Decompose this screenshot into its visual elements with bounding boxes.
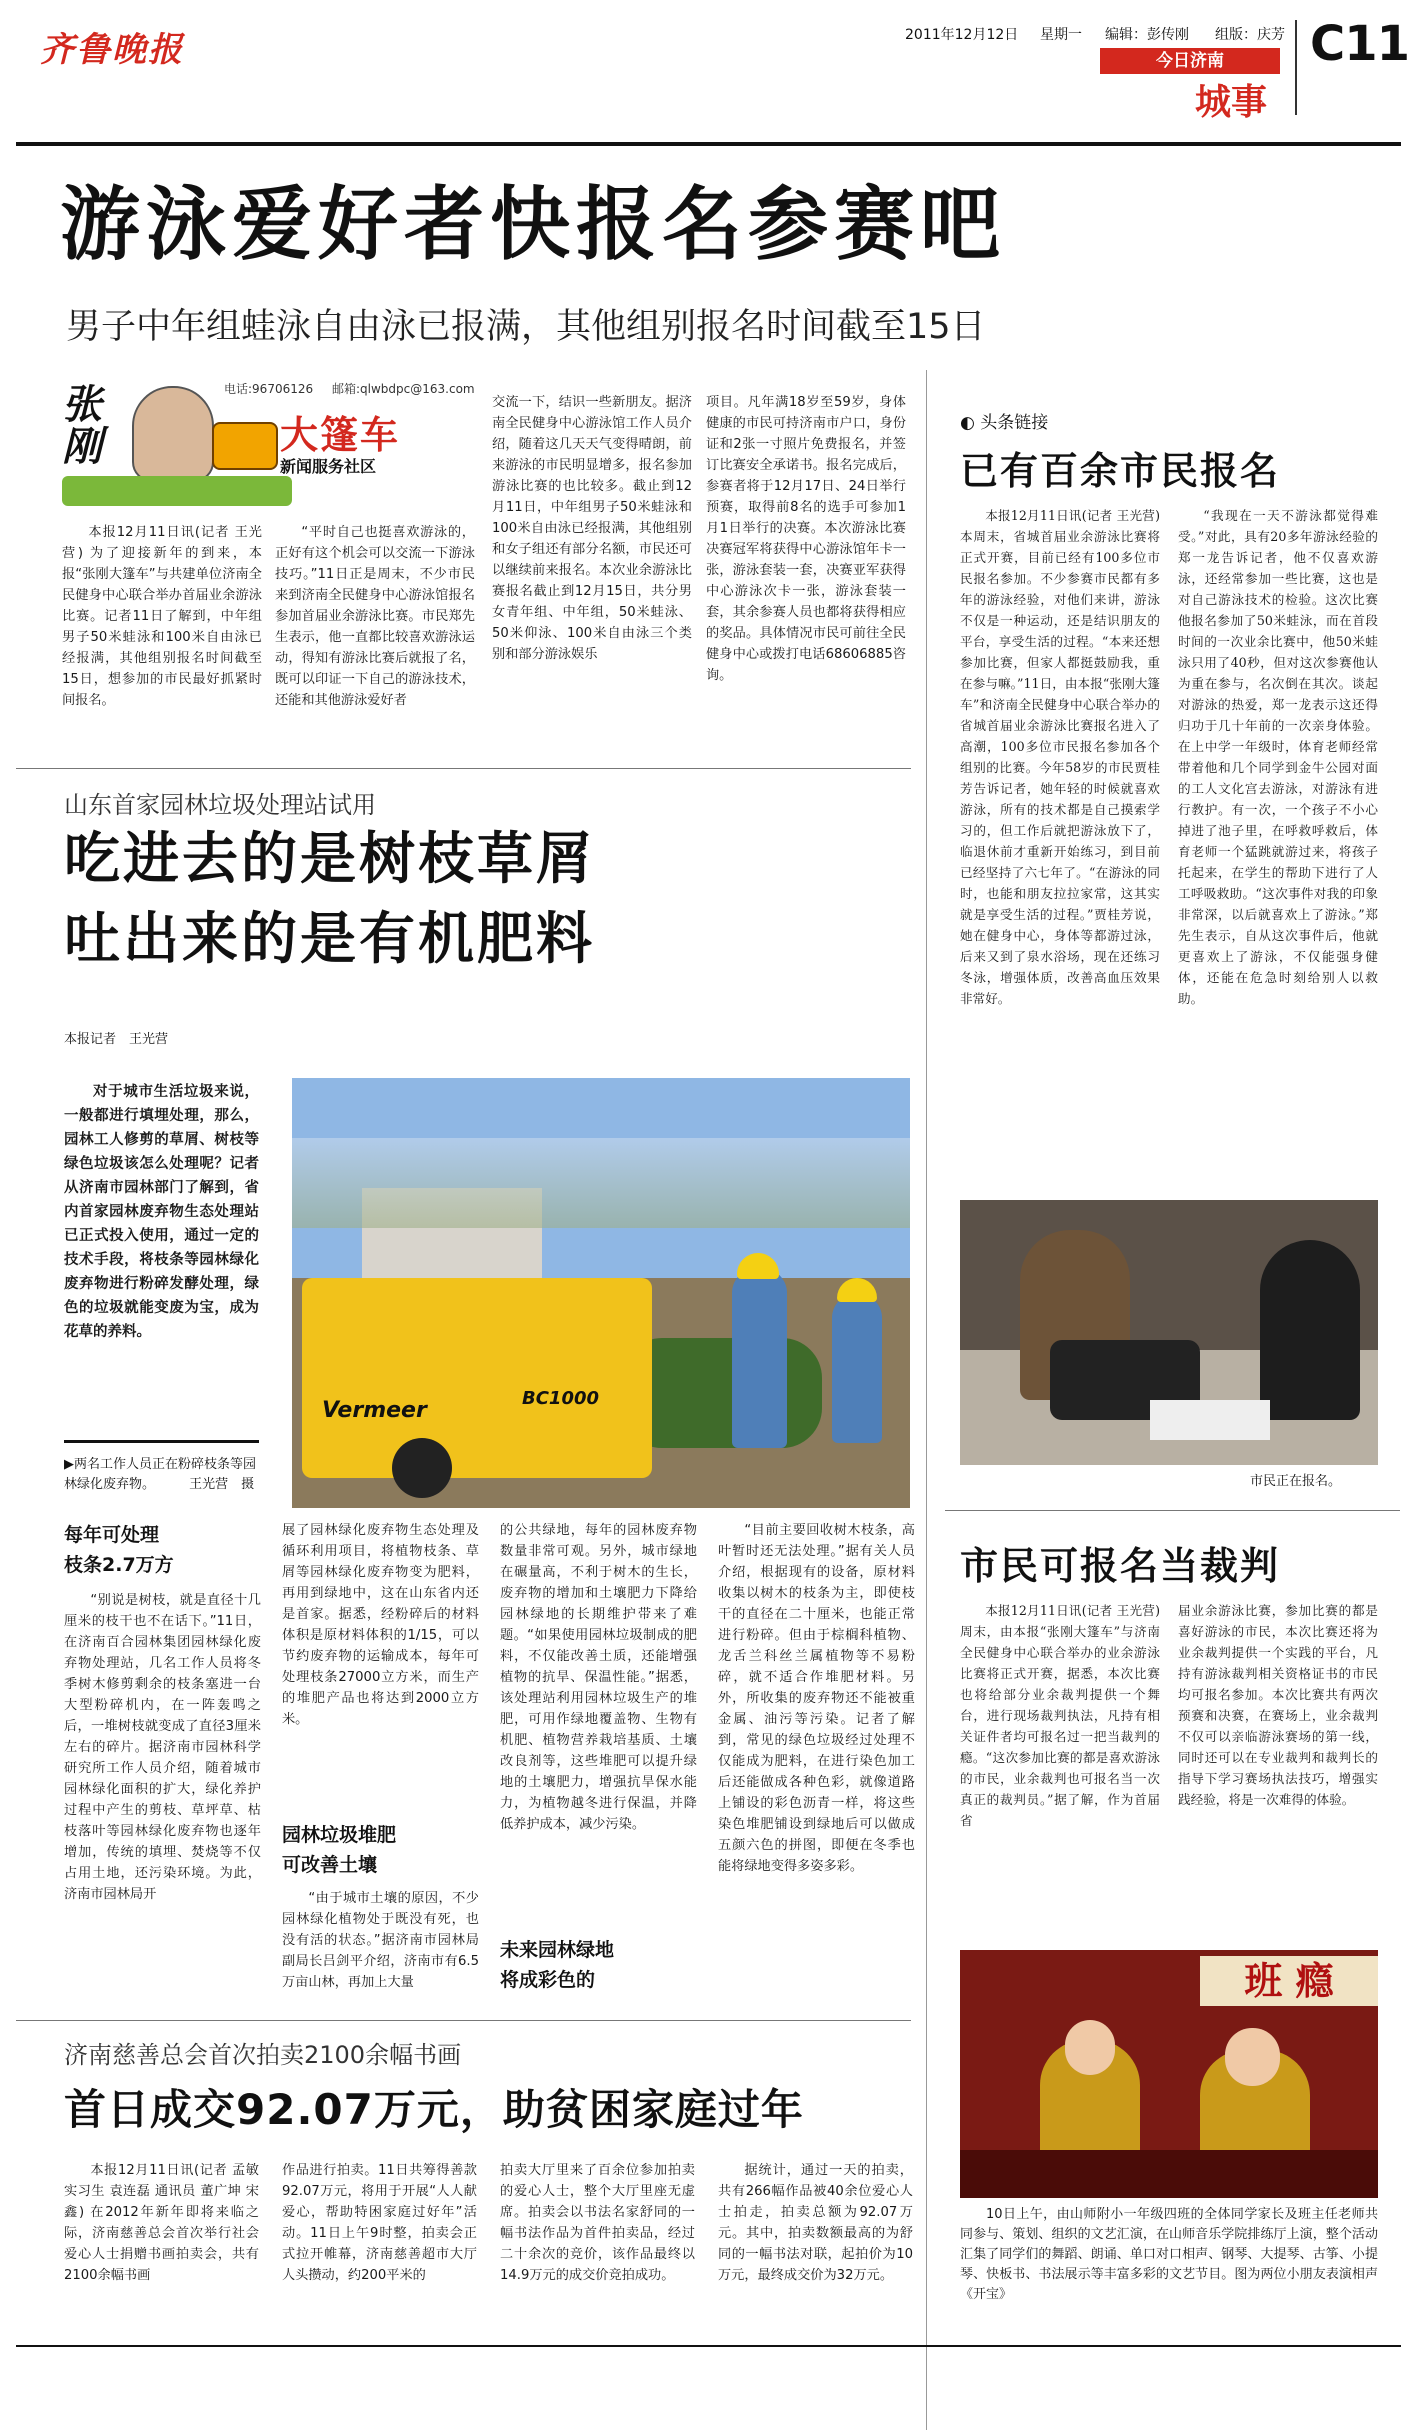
masthead xyxy=(0,0,1417,140)
bottom-rule xyxy=(16,2345,1401,2347)
side1-paragraph: “我现在一天不游泳都觉得难受。”对此，具有20多年游泳经验的郑一龙告诉记者，他不仅喜欢游泳，还经常参加一些比赛，这也是对自己游泳技术的检验。这次比赛他报名参加了50米蛙泳，而在首段时间的一次业余比赛中，他50米蛙泳只用了40秒，但对这次参赛他认为重在参与，名次倒在其次。谈起对游泳的热爱，郑一龙表示这还得归功于几十年前的一次亲身体验。在上中学一年级时，体育老师经常带着他和几个同学到金牛公园对面的工人文化宫去游泳，对游泳有进行教护。有一次，一个孩子不小心掉进了池子里，在呼救呼救后，体育老师一个猛跳就游过来，将孩子托起来，在学生的帮助下进行了人工呼吸救助。“这次事件对我的印象非常深，以后就喜欢上了游泳。”郑先生表示，自从这次事件后，他就更喜欢上了游泳，不仅能强身健体，还能在危急时刻给别人以救助。 xyxy=(1178,508,1378,1006)
badge-title: 大篷车 xyxy=(280,413,401,457)
paper-logo: 齐鲁晚报 xyxy=(40,30,184,70)
sub2-line-2: 可改善土壤 xyxy=(282,1854,378,1876)
lead-col-3 xyxy=(492,392,692,747)
badge-grass xyxy=(62,476,292,506)
section-tag: 今日济南 xyxy=(1100,48,1280,74)
story2-sub3 xyxy=(500,1935,614,1995)
lead-paragraph: 本报12月11日讯(记者 王光营) 为了迎接新年的到来，本报“张刚大篷车”与共建单位济南全民健身中心联合举办首届业余游泳比赛。记者11日了解到，中年组男子50米蛙泳和100米自由泳已经报满，其他组别报名时间截至15日，想参加的市民最好抓紧时间报名。 xyxy=(62,525,262,708)
side1-paragraph: 本报12月11日讯(记者 王光营) 本周末，省城首届业余游泳比赛将正式开赛，目前已经有100多位市民报名参加。不少参赛市民都有多年的游泳经验，对他们来讲，游泳不仅是一种运动，还是结识朋友的平台，享受生活的过程。“本来还想参加比赛，但家人都挺鼓励我，重在参与嘛。”11日，由本报“张刚大篷车”和济南全民健身中心联合举办的省城首届业余游泳比赛报名进入了高潮，100多位市民报名参加各个组别的比赛。今年58岁的市民贾桂芳告诉记者，她年轻的时候就喜欢游泳，所有的技术都是自己摸索学习的，但工作后就把游泳放下了，临退休前才重新开始练习，到目前已经坚持了六七年了。“在游泳的同时，也能和朋友拉拉家常，这其实就是享受生活的过程。”贾桂芳说，她在健身中心，身体等都游过泳，后来又到了泉水浴场，现在还练习冬泳，增强体质，改善高血压效果非常好。 xyxy=(960,508,1160,1006)
lead-headline: 游泳爱好者快报名参赛吧 xyxy=(60,178,1006,271)
side2-headline: 市民可报名当裁判 xyxy=(960,1544,1281,1588)
side2-col-1 xyxy=(960,1600,1160,1940)
story3-headline: 首日成交92.07万元，助贫困家庭过年 xyxy=(64,2085,804,2134)
issue-date: 2011年12月12日 xyxy=(905,27,1019,43)
machine-model-label: BC1000 xyxy=(522,1388,600,1409)
story2-col-4 xyxy=(718,1520,915,2000)
link-icon: ◐ xyxy=(960,413,975,433)
story3-col-2 xyxy=(282,2160,477,2330)
story2-sub1 xyxy=(64,1520,174,1580)
story3-paragraph: 拍卖大厅里来了百余位参加拍卖的爱心人士，整个大厅里座无虚席。拍卖会以书法名家舒同的一幅书法作品为首件拍卖品，经过二十余次的竞价，该作品最终以14.9万元的成交价竞拍成功。 xyxy=(500,2163,695,2283)
story2-headline-1: 吃进去的是树枝草屑 xyxy=(64,827,595,892)
story2-paragraph: 的公共绿地，每年的园林废弃物数量非常可观。另外，城市绿地在碾量高，不利于树木的生长，废弃物的增加和土壤肥力下降给园林绿地的长期维护带来了难题。“如果使用园林垃圾制成的肥料，不仅能改善土质，还能增强植物的抗旱、保温性能。”据悉，该处理站利用园林垃圾生产的堆肥，可用作绿地覆盖物、生物有机肥、植物营养栽培基质、土壤改良剂等，这些堆肥可以提升绿地的土壤肥力，增强抗旱保水能力，为植物越冬进行保温，并降低养护成本，减少污染。 xyxy=(500,1523,697,1832)
performance-photo xyxy=(960,1950,1378,2198)
table xyxy=(960,2150,1378,2198)
story3-kicker: 济南慈善总会首次拍卖2100余幅书画 xyxy=(64,2041,462,2069)
registration-photo-caption: 市民正在报名。 xyxy=(1250,1474,1342,1489)
layout-credit: 组版：庆芳 xyxy=(1215,27,1285,43)
intro-rule xyxy=(64,1440,259,1443)
top-rule xyxy=(16,142,1401,146)
child-1-face xyxy=(1065,2020,1115,2075)
story3-paragraph: 据统计，通过一天的拍卖，共有266幅作品被40余位爱心人士拍走，拍卖总额为92.07万元。其中，拍卖数额最高的为舒同的一幅书法对联，起拍价为10万元，最终成交价为32万元。 xyxy=(718,2163,913,2283)
story2-intro xyxy=(64,1080,259,1425)
badge-portrait-icon xyxy=(132,386,214,482)
performance-photo-caption xyxy=(960,2205,1378,2330)
registration-photo xyxy=(960,1200,1378,1465)
story3-paragraph: 作品进行拍卖。11日共筹得善款92.07万元，将用于开展“人人献爱心，帮助特困家庭过好年”活动。11日上午9时整，拍卖会正式拉开帷幕，济南慈善超市大厅人头攒动，约200平米的 xyxy=(282,2163,477,2283)
lead-col-4 xyxy=(706,392,906,747)
chipper-machine xyxy=(302,1278,652,1478)
story2-headline-2: 吐出来的是有机肥料 xyxy=(64,907,595,972)
story3-col-1 xyxy=(64,2160,259,2330)
story3-col-3 xyxy=(500,2160,695,2330)
photo-credit: 王光营 摄 xyxy=(189,1477,255,1492)
side1-headline: 已有百余市民报名 xyxy=(960,449,1281,493)
page-number: C11 xyxy=(1310,16,1410,72)
side1-col-1 xyxy=(960,505,1160,1195)
sub3-line-1: 未来园林绿地 xyxy=(500,1939,615,1961)
section-name: 城事 xyxy=(1195,81,1268,123)
story2-col-2b xyxy=(282,1888,479,2000)
papers xyxy=(1150,1400,1270,1440)
side1-kicker xyxy=(960,408,1048,433)
story2-paragraph: “由于城市土壤的原因，不少园林绿化植物处于既没有死，也没有活的状态。”据济南市园林局副局长吕剑平介绍，济南市有6.5万亩山林，再加上大量 xyxy=(282,1891,479,1990)
branch-pile xyxy=(622,1338,822,1448)
issue-weekday: 星期一 xyxy=(1040,27,1082,43)
worker-1-helmet xyxy=(737,1253,779,1279)
side1-kicker-text: 头条链接 xyxy=(980,413,1049,433)
badge-signature: 张刚 xyxy=(62,381,102,470)
story2-sub2 xyxy=(282,1820,396,1880)
story2-paragraph: “别说是树枝，就是直径十几厘米的枝干也不在话下。”11日，在济南百合园林集团园林绿化废弃物处理站，几名工作人员将冬季树木修剪剩余的枝条塞进一台大型粉碎机内，在一阵轰鸣之后，一堆树枝就变成了直径3厘米左右的碎片。据济南市园林科学研究所工作人员介绍，随着城市园林绿化面积的扩大，绿化养护过程中产生的剪枝、草坪草、枯枝落叶等园林绿化废弃物也逐年增加，传统的填埋、焚烧等不仅占用土地，还污染环境。为此，济南市园林局开 xyxy=(64,1593,261,1902)
trees xyxy=(292,1138,910,1228)
badge-phone: 电话:96706126 xyxy=(224,382,314,396)
caption-arrow-icon: ▶ xyxy=(64,1457,74,1472)
story3-paragraph: 本报12月11日讯(记者 孟敏 实习生 袁连磊 通讯员 董广坤 宋鑫) 在2012年新年即将来临之际，济南慈善总会首次举行社会爱心人士捐赠书画拍卖会，共有2100余幅书画 xyxy=(64,2163,259,2283)
worker-1 xyxy=(732,1268,787,1448)
child-2-face xyxy=(1225,2028,1280,2086)
story2-kicker: 山东首家园林垃圾处理站试用 xyxy=(64,791,376,819)
column-divider xyxy=(926,370,927,2430)
story2-top-rule xyxy=(16,768,911,769)
lead-subhead: 男子中年组蛙泳自由泳已报满，其他组别报名时间截至15日 xyxy=(66,307,986,347)
side-rule xyxy=(945,1510,1400,1511)
machine-brand-label: Vermeer xyxy=(322,1398,427,1423)
story3-col-4 xyxy=(718,2160,913,2330)
caption-text: 10日上午，由山师附小一年级四班的全体同学家长及班主任老师共同参与、策划、组织的文艺汇演，在山师音乐学院排练厅上演，整个活动汇集了同学们的舞蹈、朗诵、单口对口相声、钢琴、大提琴、古筝、小提琴、快板书、书法展示等丰富多彩的文艺节目。图为两位小朋友表演相声《开宝》 xyxy=(960,2207,1378,2302)
story2-paragraph: 展了园林绿化废弃物生态处理及循环利用项目，将植物枝条、草屑等园林绿化废弃物变为肥料，再用到绿地中，这在山东省内还是首家。据悉，经粉碎后的材料体积是原材料体积的1/15，可以节约废弃物的运输成本，每年可处理枝条27000立方米，而生产的堆肥产品也将达到2000立方米。 xyxy=(282,1523,479,1727)
masthead-divider xyxy=(1295,20,1297,115)
badge-email: 邮箱:qlwbdpc@163.com xyxy=(332,382,475,396)
lead-col-1 xyxy=(62,522,262,752)
story3-top-rule xyxy=(16,2020,911,2021)
lead-paragraph: 项目。凡年满18岁至59岁，身体健康的市民可持济南市户口，身份证和2张一寸照片免费报名，并签订比赛安全承诺书。报名完成后，参赛者将于12月17日、24日举行预赛，取得前8名的选手可参加1月1日举行的决赛。本次游泳比赛决赛冠军将获得中心游泳馆年卡一张，游泳套装一套，决赛亚军获得中心游泳次卡一张，游泳套装一套，其余参赛人员也都将获得相应的奖品。具体情况市民可前往全民健身中心或拨打电话68606885咨询。 xyxy=(706,395,906,683)
lead-paragraph: “平时自己也挺喜欢游泳的，正好有这个机会可以交流一下游泳技巧。”11日正是周末，不少市民来到济南全民健身中心游泳馆报名参加首届业余游泳比赛。市民郑先生表示，他一直都比较喜欢游泳运动，得知有游泳比赛后就报了名，既可以印证一下自己的游泳技术，还能和其他游泳爱好者 xyxy=(275,525,475,708)
story2-col-2a xyxy=(282,1520,479,1810)
intro-text: 对于城市生活垃圾来说，一般都进行填埋处理，那么，园林工人修剪的草屑、树枝等绿色垃圾该怎么处理呢？记者从济南市园林部门了解到，省内首家园林废弃物生态处理站已正式投入使用，通过一定的技术手段，将枝条等园林绿化废弃物进行粉碎发酵处理，绿色的垃圾就能变废为宝，成为花草的养料。 xyxy=(64,1084,259,1340)
story2-col-3 xyxy=(500,1520,697,1920)
story2-photo-caption xyxy=(64,1455,259,1515)
badge-bus-icon xyxy=(212,422,278,470)
lead-col-2 xyxy=(275,522,475,752)
side2-paragraph: 届业余游泳比赛，参加比赛的都是喜好游泳的市民，本次比赛还将为业余裁判提供一个实践的平台，凡持有游泳裁判相关资格证书的市民均可报名参加。本次比赛共有两次预赛和决赛，在赛场上，业余裁判不仅可以亲临游泳赛场的第一线，同时还可以在专业裁判和裁判长的指导下学习赛场执法技巧，增强实践经验，将是一次难得的体验。 xyxy=(1178,1603,1378,1807)
stage-banner: 班 瘾 xyxy=(1200,1956,1378,2006)
side1-col-2 xyxy=(1178,505,1378,1195)
caption-text: 两名工作人员正在粉碎枝条等园林绿化废弃物。 xyxy=(64,1457,257,1492)
badge-subtitle: 新闻服务社区 xyxy=(280,457,377,476)
dapengche-badge xyxy=(62,380,482,515)
story2-col-1 xyxy=(64,1590,261,2000)
sub3-line-2: 将成彩色的 xyxy=(500,1969,596,1991)
sub1-line-1: 每年可处理 xyxy=(64,1524,160,1546)
sub2-line-1: 园林垃圾堆肥 xyxy=(282,1824,397,1846)
editor-credit: 编辑：彭传刚 xyxy=(1105,27,1189,43)
side2-col-2 xyxy=(1178,1600,1378,1940)
story2-byline: 本报记者 王光营 xyxy=(64,1032,169,1047)
story2-paragraph: “目前主要回收树木枝条，高叶暂时还无法处理。”据有关人员介绍，根据现有的设备，原材料收集以树木的枝条为主，即使枝干的直径在二十厘米，也能正常进行粉碎。但由于棕榈科植物、龙舌兰科丝兰属植物等不易粉碎，就不适合作堆肥材料。另外，所收集的废弃物还不能被重金属、油污等污染。记者了解到，常见的绿色垃圾经过处理不仅能成为肥料，在进行染色加工后还能做成各种色彩，就像道路上铺设的彩色沥青一样，将这些染色堆肥铺设到绿地后可以做成五颜六色的拼图，即便在冬季也能将绿地变得多姿多彩。 xyxy=(718,1523,915,1874)
chipper-photo xyxy=(292,1078,910,1508)
wheel xyxy=(392,1438,452,1498)
side2-paragraph: 本报12月11日讯(记者 王光营) 周末，由本报“张刚大篷车”与济南全民健身中心联合举办的业余游泳比赛将正式开赛，据悉，本次比赛也将给部分业余裁判提供一个舞台，进行现场裁判执法，凡持有相关证件者均可报名过一把当裁判的瘾。“这次参加比赛的都是喜欢游泳的市民，业余裁判也可报名当一次真正的裁判员。”据了解，作为首届省 xyxy=(960,1603,1160,1828)
person-2 xyxy=(1260,1240,1360,1420)
lead-paragraph: 交流一下，结识一些新朋友。据济南全民健身中心游泳馆工作人员介绍，随着这几天天气变得晴朗，前来游泳的市民明显增多，报名参加游泳比赛的也比较多。截止到12月11日，中年组男子50米蛙泳和100米自由泳已经报满，其他组别和女子组还有部分名额，市民还可以继续前来报名。本次业余游泳比赛报名截止到12月15日，共分男女青年组、中年组，50米蛙泳、50米仰泳、100米自由泳三个类别和部分游泳娱乐 xyxy=(492,395,692,662)
worker-2 xyxy=(832,1293,882,1443)
sub1-line-2: 枝条2.7万方 xyxy=(64,1554,174,1576)
